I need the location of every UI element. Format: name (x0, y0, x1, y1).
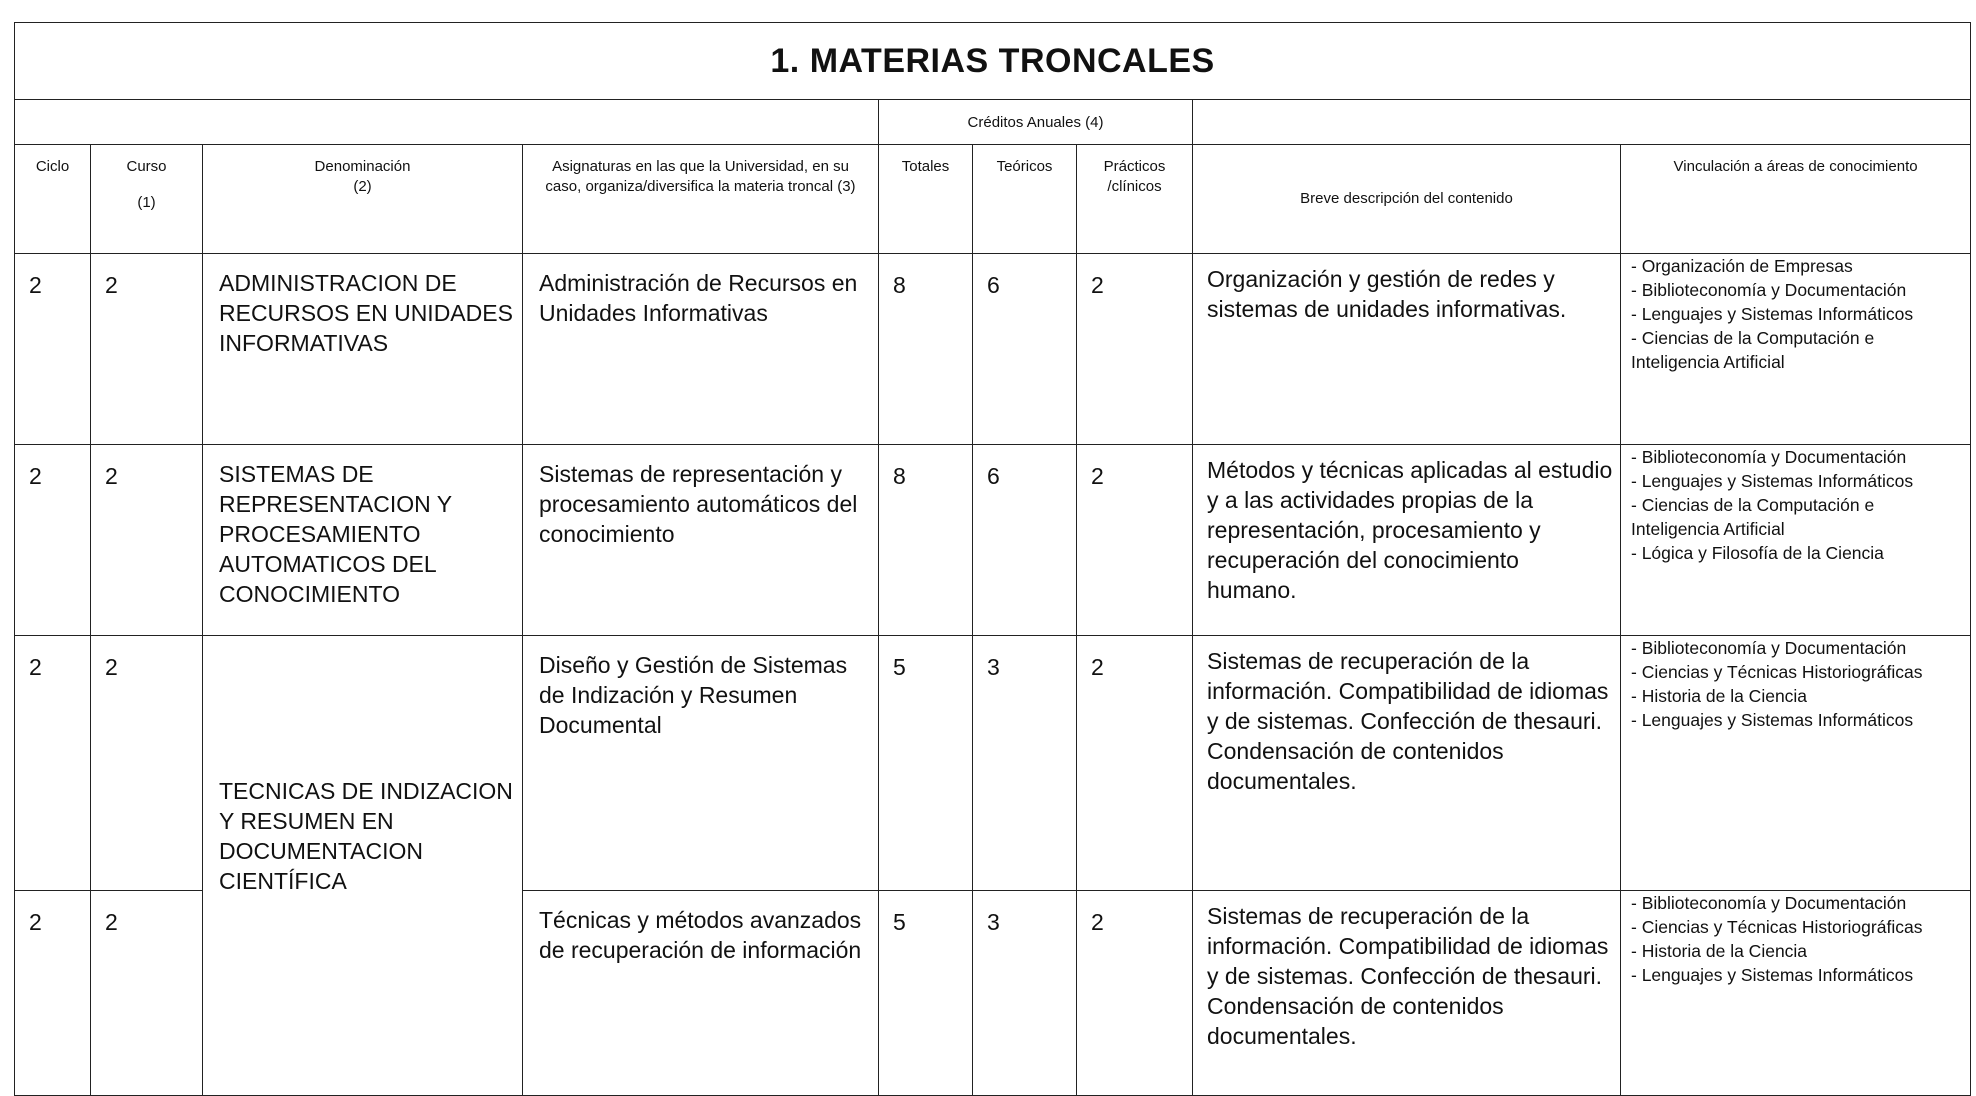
cell-practicos: 2 (1077, 891, 1193, 1096)
creditos-label: Créditos Anuales (4) (879, 100, 1193, 145)
table-row (15, 445, 1971, 636)
area-item: - Ciencias y Técnicas Historiográficas (1631, 917, 1923, 937)
header-totales: Totales (879, 145, 973, 254)
cell-denominacion: ADMINISTRACION DE RECURSOS EN UNIDADES INFORMATIVAS (203, 254, 523, 445)
document-page (14, 22, 1970, 1049)
area-item: - Historia de la Ciencia (1631, 941, 1808, 961)
area-item: - Lógica y Filosofía de la Ciencia (1631, 543, 1884, 563)
header-spacer (15, 100, 879, 145)
cell-teoricos: 3 (973, 891, 1077, 1096)
cell-descripcion: Sistemas de recuperación de la información. Compatibilidad de idiomas y de sistemas. Confección de thesauri. Condensación de contenidos documentales. (1193, 891, 1621, 1096)
header-spacer-right (1193, 100, 1971, 145)
cell-ciclo: 2 (15, 891, 91, 1096)
cell-totales: 5 (879, 636, 973, 891)
page-title: 1. MATERIAS TRONCALES (15, 23, 1971, 100)
area-item: - Lenguajes y Sistemas Informáticos (1631, 965, 1914, 985)
cell-practicos: 2 (1077, 445, 1193, 636)
area-item: - Biblioteconomía y Documentación (1631, 447, 1907, 467)
area-item: - Biblioteconomía y Documentación (1631, 893, 1907, 913)
area-item: - Biblioteconomía y Documentación (1631, 638, 1907, 658)
area-item: - Organización de Empresas (1631, 256, 1853, 276)
area-item: - Ciencias y Técnicas Historiográficas (1631, 662, 1923, 682)
denominacion-text: TECNICAS DE INDIZACION Y RESUMEN EN DOCUMENTACION CIENTÍFICA (219, 777, 513, 894)
header-ciclo: Ciclo (15, 145, 91, 254)
header-asignaturas: Asignaturas en las que la Universidad, en su caso, organiza/diversifica la materia troncal (3) (523, 145, 879, 254)
cell-curso: 2 (91, 891, 203, 1096)
table-row (15, 636, 1971, 891)
cell-practicos: 2 (1077, 254, 1193, 445)
cell-totales: 5 (879, 891, 973, 1096)
cell-totales: 8 (879, 254, 973, 445)
header-denominacion-label: Denominación (314, 158, 411, 175)
area-item: - Ciencias de la Computación e Inteligencia Artificial (1631, 495, 1875, 539)
cell-denominacion-merged (203, 636, 523, 1096)
header-curso-note: (1) (137, 194, 156, 211)
header-curso-label: Curso (126, 158, 167, 175)
area-item: - Biblioteconomía y Documentación (1631, 280, 1907, 300)
cell-teoricos: 6 (973, 254, 1077, 445)
materias-table (14, 22, 1971, 1096)
header-curso (91, 145, 203, 254)
area-item: - Lenguajes y Sistemas Informáticos (1631, 471, 1914, 491)
cell-areas (1621, 445, 1971, 636)
area-item: - Historia de la Ciencia (1631, 686, 1808, 706)
cell-ciclo: 2 (15, 254, 91, 445)
cell-ciclo: 2 (15, 445, 91, 636)
area-item: - Lenguajes y Sistemas Informáticos (1631, 710, 1914, 730)
cell-curso: 2 (91, 636, 203, 891)
cell-asignatura: Diseño y Gestión de Sistemas de Indización y Resumen Documental (523, 636, 879, 891)
cell-ciclo: 2 (15, 636, 91, 891)
header-vinculacion: Vinculación a áreas de conocimiento (1621, 145, 1971, 254)
header-descripcion: Breve descripción del contenido (1193, 145, 1621, 254)
cell-asignatura: Sistemas de representación y procesamiento automáticos del conocimiento (523, 445, 879, 636)
cell-denominacion: SISTEMAS DE REPRESENTACION Y PROCESAMIENTO AUTOMATICOS DEL CONOCIMIENTO (203, 445, 523, 636)
area-item: - Ciencias de la Computación e Inteligencia Artificial (1631, 328, 1875, 372)
header-teoricos: Teóricos (973, 145, 1077, 254)
header-denominacion (203, 145, 523, 254)
cell-curso: 2 (91, 445, 203, 636)
cell-practicos: 2 (1077, 636, 1193, 891)
cell-descripcion: Métodos y técnicas aplicadas al estudio y a las actividades propias de la representación, procesamiento y recuperación del conocimiento humano. (1193, 445, 1621, 636)
table-row (15, 254, 1971, 445)
header-denominacion-note: (2) (353, 178, 372, 195)
area-item: - Lenguajes y Sistemas Informáticos (1631, 304, 1914, 324)
cell-teoricos: 6 (973, 445, 1077, 636)
cell-teoricos: 3 (973, 636, 1077, 891)
cell-asignatura: Administración de Recursos en Unidades Informativas (523, 254, 879, 445)
cell-totales: 8 (879, 445, 973, 636)
cell-areas (1621, 636, 1971, 891)
cell-curso: 2 (91, 254, 203, 445)
cell-asignatura: Técnicas y métodos avanzados de recuperación de información (523, 891, 879, 1096)
cell-areas (1621, 891, 1971, 1096)
cell-descripcion: Sistemas de recuperación de la información. Compatibilidad de idiomas y de sistemas. Confección de thesauri. Condensación de contenidos documentales. (1193, 636, 1621, 891)
cell-areas (1621, 254, 1971, 445)
header-practicos: Prácticos /clínicos (1077, 145, 1193, 254)
cell-descripcion: Organización y gestión de redes y sistemas de unidades informativas. (1193, 254, 1621, 445)
